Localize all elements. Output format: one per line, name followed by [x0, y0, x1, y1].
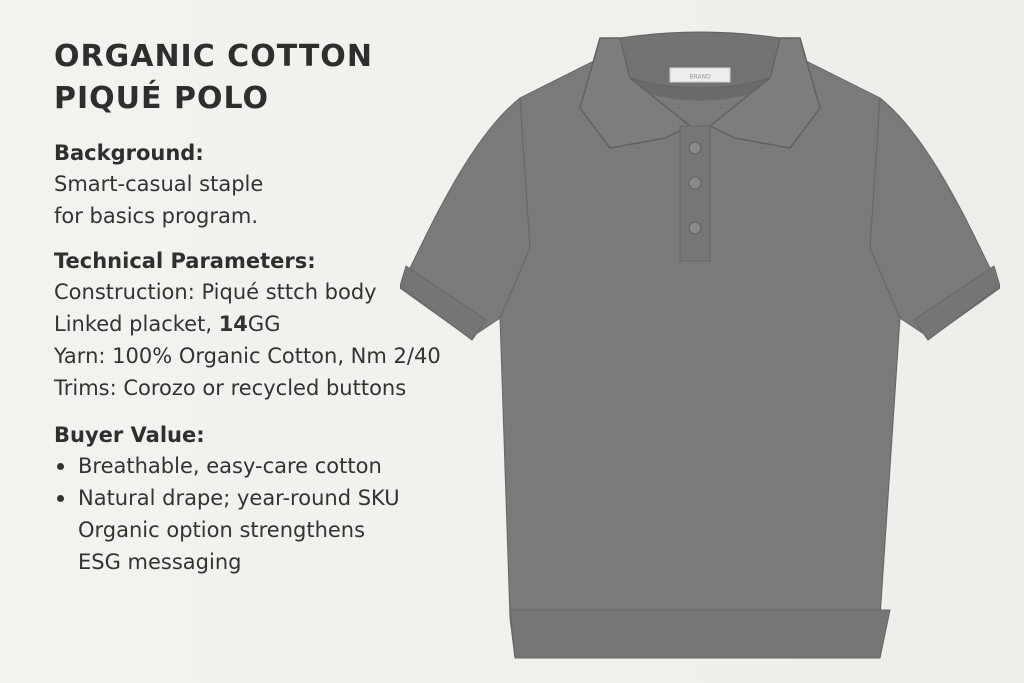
button-icon	[689, 177, 701, 189]
construction-line: Construction: Piqué sttch body	[54, 280, 377, 304]
placket-prefix: Linked placket,	[54, 312, 219, 336]
buyer-value-continuation: Organic option strengthens	[78, 518, 366, 542]
button-icon	[689, 222, 701, 234]
buyer-value-bullet: Natural drape; year-round SKU	[54, 482, 494, 514]
title-line-2: PIQUÉ POLO	[54, 81, 269, 116]
technical-heading: Technical Parameters:	[54, 249, 316, 273]
background-line-2: for basics program.	[54, 204, 259, 228]
gauge-number: 14	[218, 312, 248, 336]
polo-shirt-illustration	[400, 18, 1000, 668]
buyer-value-continuation: ESG messaging	[78, 550, 242, 574]
title-line-1: ORGANIC COTTON	[54, 39, 373, 74]
neck-label-text: BRAND	[689, 73, 711, 81]
buyer-value-bullet: Breathable, easy-care cotton	[54, 450, 494, 482]
buyer-value-heading: Buyer Value:	[54, 423, 205, 447]
yarn-line: Yarn: 100% Organic Cotton, Nm 2/40	[54, 344, 441, 368]
background-line-1: Smart-casual staple	[54, 172, 264, 196]
hem-rib	[510, 610, 890, 658]
gauge-suffix: GG	[247, 312, 281, 336]
background-heading: Background:	[54, 141, 204, 165]
trims-line: Trims: Corozo or recycled buttons	[54, 376, 407, 400]
button-icon	[689, 142, 701, 154]
